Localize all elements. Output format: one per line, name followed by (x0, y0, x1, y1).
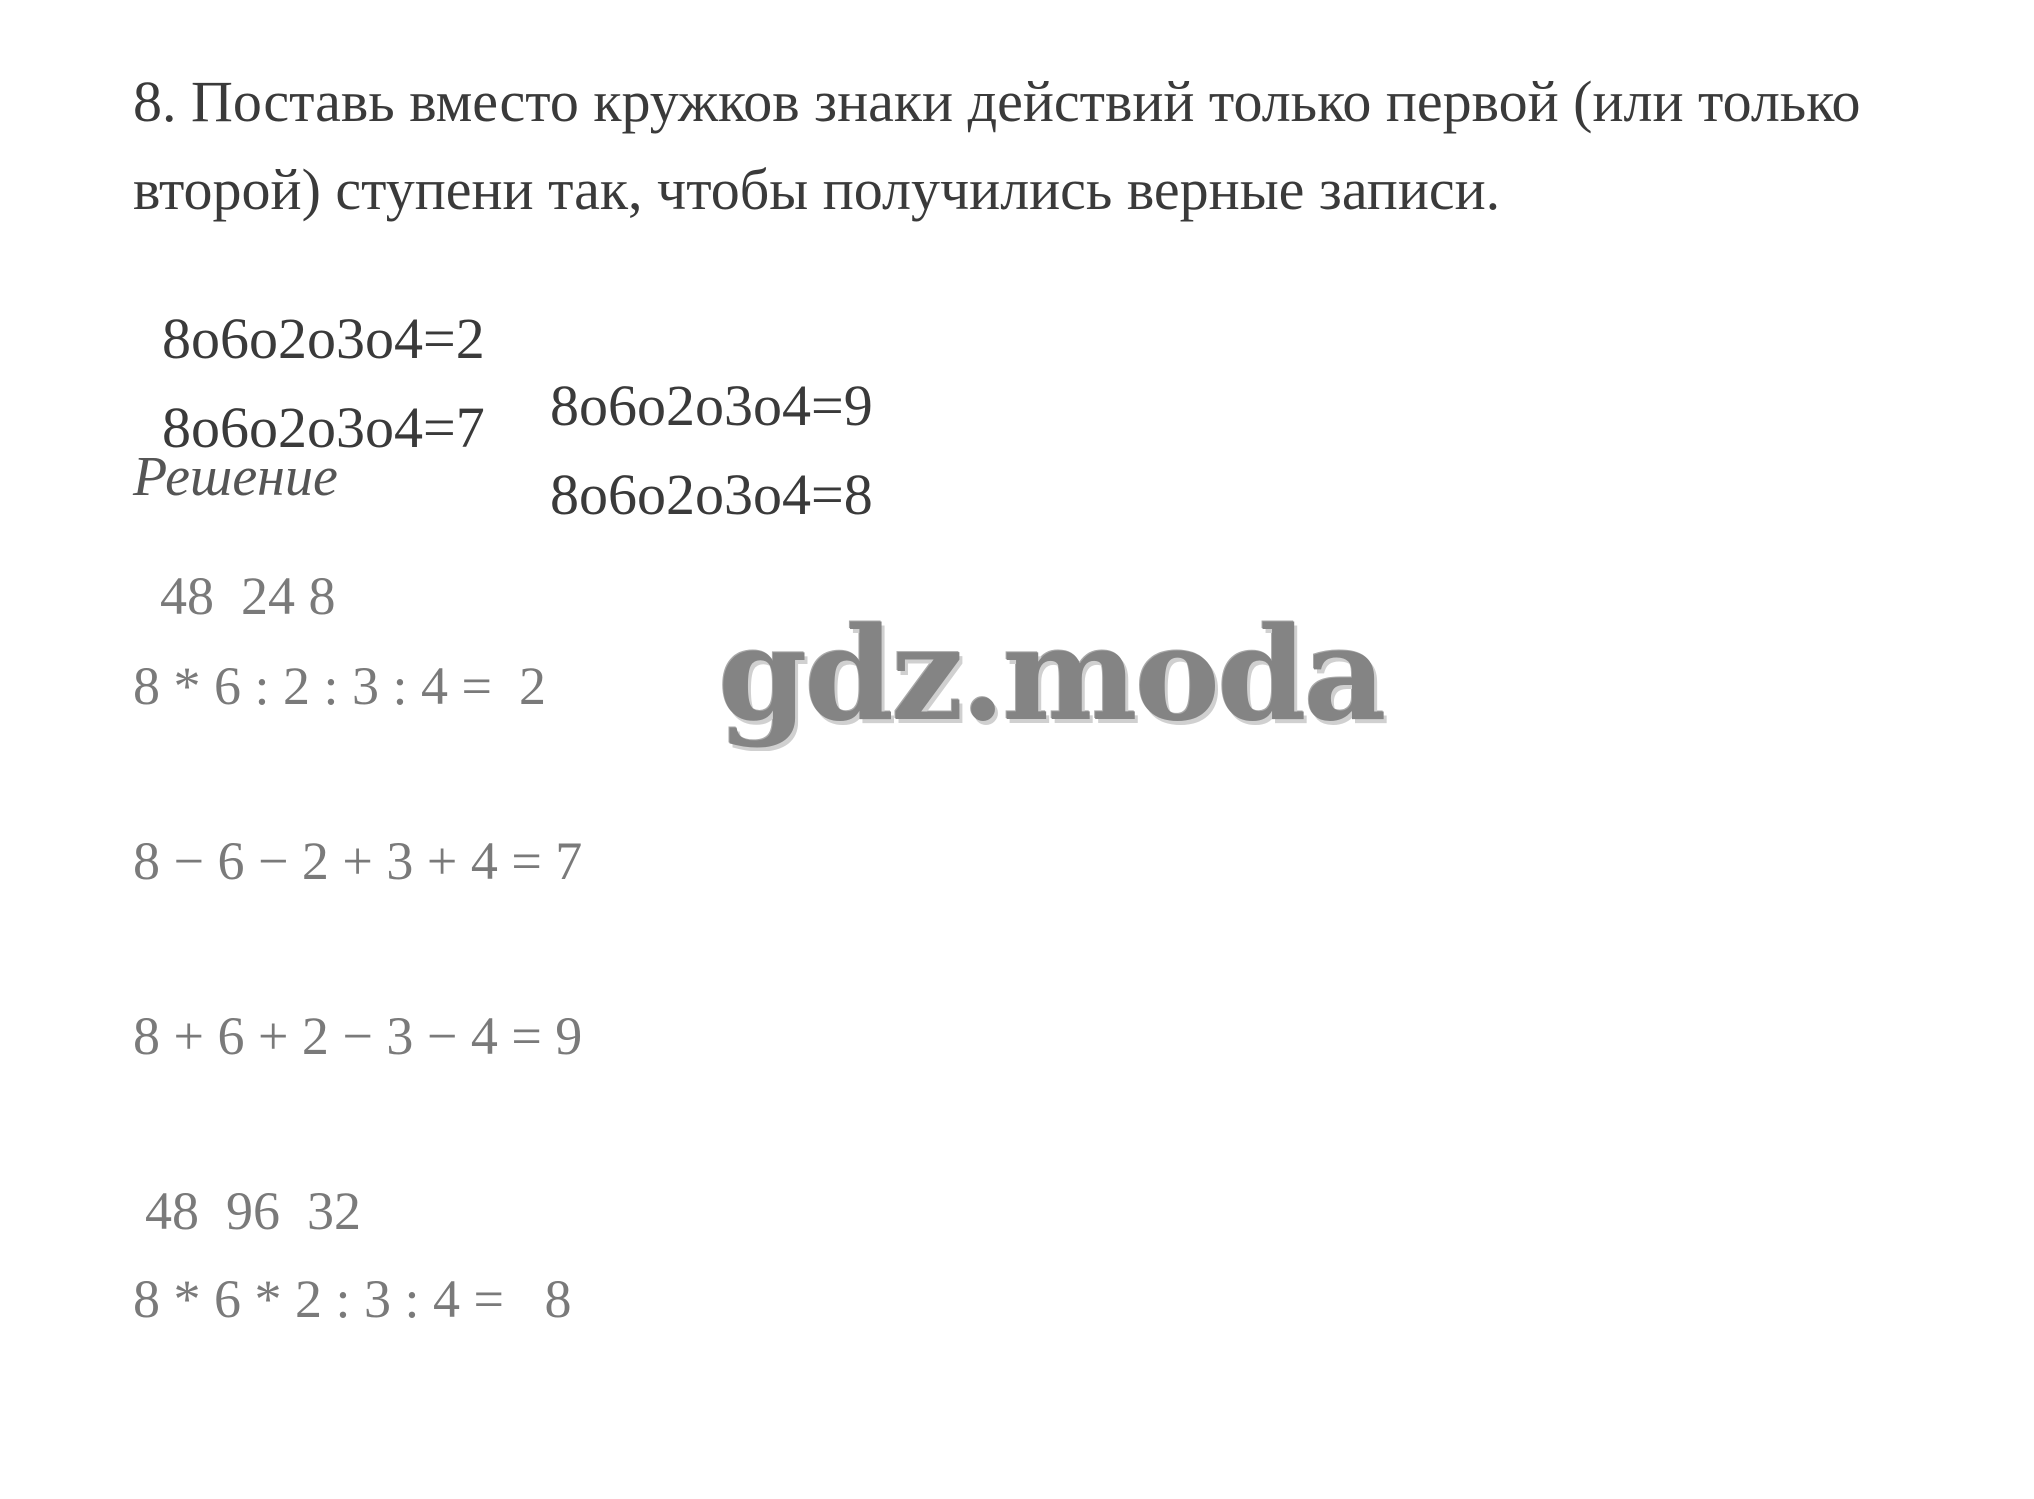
solution-equation: 8 + 6 + 2 − 3 − 4 = 9 (133, 1006, 583, 1066)
task-expression: 8о6о2о3о4=9 (550, 373, 873, 438)
solution-equation: 8 * 6 * 2 : 3 : 4 = 8 (133, 1269, 572, 1329)
task-expression: 8о6о2о3о4=8 (550, 462, 873, 527)
intermediate-results: 48 24 8 (160, 566, 336, 626)
solution-heading: Решение (133, 446, 338, 508)
solution-equation: 8 − 6 − 2 + 3 + 4 = 7 (133, 831, 583, 891)
solution-equation: 8 * 6 : 2 : 3 : 4 = 2 (133, 656, 546, 716)
task-expression: 8о6о2о3о4=7 (162, 395, 485, 460)
watermark-logo: gdz.moda (718, 600, 1384, 750)
task-statement (133, 58, 1933, 234)
task-text: 8. Поставь вместо кружков знаки действий только первой (или только второй) ступени так, чтобы получились верные записи. (133, 69, 1861, 222)
task-expression: 8о6о2о3о4=2 (162, 306, 485, 371)
intermediate-results: 48 96 32 (145, 1181, 361, 1241)
